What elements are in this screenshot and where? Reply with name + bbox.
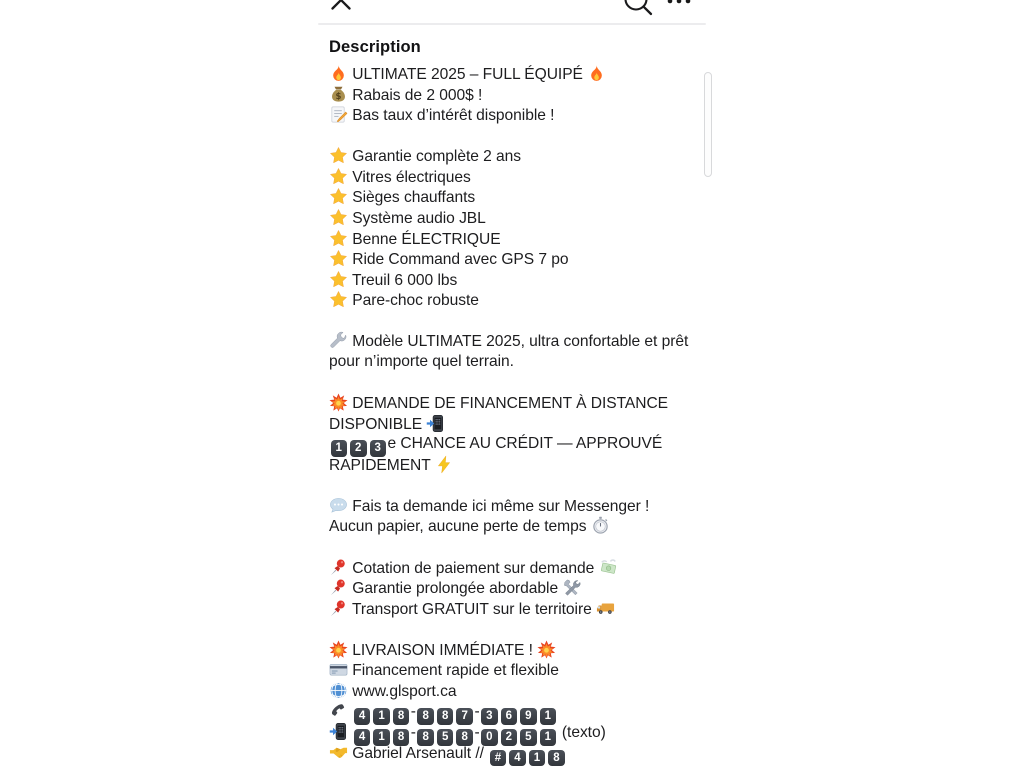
star-icon bbox=[329, 208, 348, 227]
text-segment bbox=[348, 703, 352, 720]
description-line bbox=[329, 393, 701, 414]
description-line bbox=[329, 64, 701, 85]
more-options-icon[interactable] bbox=[666, 0, 692, 5]
description-line bbox=[329, 105, 701, 126]
keycap-4-icon: 4 bbox=[509, 750, 526, 767]
text-segment: ULTIMATE 2025 – FULL ÉQUIPÉ bbox=[348, 66, 588, 83]
keycap-4-icon: 4 bbox=[354, 708, 371, 725]
credit-card-icon bbox=[329, 660, 348, 679]
star-icon bbox=[329, 229, 348, 248]
description-line bbox=[329, 311, 701, 332]
keycap-3-icon: 3 bbox=[370, 440, 387, 457]
collision-icon bbox=[329, 640, 348, 659]
keycap-8-icon: 8 bbox=[393, 708, 410, 725]
listing-description-screen bbox=[318, 0, 707, 768]
description-line bbox=[329, 290, 701, 311]
keycap-9-icon: 9 bbox=[520, 708, 537, 725]
text-segment: Financement rapide et flexible bbox=[348, 662, 559, 680]
text-segment: LIVRAISON IMMÉDIATE ! bbox=[348, 641, 538, 659]
keycap-8-icon: 8 bbox=[393, 729, 410, 746]
text-segment: Gabriel Arsenault // bbox=[348, 744, 489, 762]
keycap-1-icon: 1 bbox=[540, 708, 557, 725]
star-icon bbox=[329, 167, 348, 186]
text-segment bbox=[348, 724, 352, 741]
text-segment: Benne ÉLECTRIQUE bbox=[348, 230, 501, 248]
fire-icon bbox=[587, 64, 606, 83]
stopwatch-icon bbox=[591, 516, 610, 535]
text-segment: Vitres électriques bbox=[348, 168, 471, 186]
description-line bbox=[329, 516, 701, 537]
star-icon bbox=[329, 146, 348, 165]
keycap-8-icon: 8 bbox=[417, 708, 434, 725]
text-segment: - bbox=[410, 703, 416, 721]
keycap-7-icon: 7 bbox=[456, 708, 473, 725]
description-line bbox=[329, 126, 701, 147]
fire-icon bbox=[329, 64, 348, 83]
description-text bbox=[329, 64, 701, 763]
scrollbar-thumb[interactable] bbox=[704, 72, 712, 177]
speech-balloon-icon bbox=[329, 496, 348, 515]
text-segment: Garantie prolongée abordable bbox=[348, 580, 563, 598]
mobile-phone-arrow-icon bbox=[329, 722, 348, 741]
description-line bbox=[329, 537, 701, 558]
pushpin-icon bbox=[329, 578, 348, 597]
text-segment: Pare-choc robuste bbox=[348, 292, 479, 310]
description-line bbox=[329, 229, 701, 250]
text-segment: Système audio JBL bbox=[348, 209, 486, 227]
wrench-icon bbox=[329, 331, 348, 350]
description-line bbox=[329, 352, 701, 373]
text-segment: - bbox=[474, 724, 480, 741]
text-segment: (texto) bbox=[557, 724, 606, 741]
description-line bbox=[329, 722, 701, 743]
delivery-truck-icon bbox=[596, 599, 615, 618]
keycap-1-icon: 1 bbox=[373, 729, 390, 746]
description-line bbox=[329, 414, 701, 435]
text-segment: Ride Command avec GPS 7 po bbox=[348, 251, 569, 269]
mobile-phone-arrow-icon bbox=[426, 414, 445, 433]
description-line bbox=[329, 455, 701, 476]
lightning-bolt-icon bbox=[435, 455, 454, 474]
money-with-wings-icon bbox=[599, 558, 618, 577]
memo-pencil-icon bbox=[329, 105, 348, 124]
description-line bbox=[329, 681, 701, 702]
close-icon[interactable] bbox=[330, 0, 352, 11]
description-line bbox=[329, 475, 701, 496]
description-line bbox=[329, 743, 701, 764]
description-line bbox=[329, 208, 701, 229]
keycap-0-icon: 0 bbox=[481, 729, 498, 746]
top-divider bbox=[318, 23, 706, 25]
text-segment: Aucun papier, aucune perte de temps bbox=[329, 518, 591, 536]
description-line bbox=[329, 434, 701, 455]
star-icon bbox=[329, 290, 348, 309]
keycap-#-icon: # bbox=[490, 750, 507, 767]
keycap-1-icon: 1 bbox=[529, 750, 546, 767]
description-line bbox=[329, 85, 701, 106]
keycap-3-icon: 3 bbox=[481, 708, 498, 725]
text-segment: DISPONIBLE bbox=[329, 415, 427, 433]
keycap-2-icon: 2 bbox=[501, 729, 518, 746]
text-segment: pour n’importe quel terrain. bbox=[329, 352, 514, 370]
keycap-8-icon: 8 bbox=[437, 708, 454, 725]
text-segment: Rabais de 2 000$ ! bbox=[348, 86, 483, 104]
description-line bbox=[329, 619, 701, 640]
text-segment: DEMANDE DE FINANCEMENT À DISTANCE bbox=[348, 395, 669, 412]
text-segment: Modèle ULTIMATE 2025, ultra confortable et prêt bbox=[348, 333, 689, 351]
telephone-receiver-icon bbox=[329, 701, 348, 720]
text-segment: Cotation de paiement sur demande bbox=[348, 559, 599, 577]
collision-icon bbox=[537, 640, 556, 659]
description-line bbox=[329, 496, 701, 517]
text-segment: Transport GRATUIT sur le territoire bbox=[348, 600, 596, 618]
text-segment: - bbox=[474, 703, 480, 721]
text-segment: Bas taux d’intérêt disponible ! bbox=[348, 107, 555, 125]
keycap-8-icon: 8 bbox=[417, 729, 434, 746]
keycap-2-icon: 2 bbox=[350, 440, 367, 457]
text-segment: Treuil 6 000 lbs bbox=[348, 271, 458, 289]
description-line bbox=[329, 146, 701, 167]
description-line bbox=[329, 331, 701, 352]
page-title: Description bbox=[329, 38, 421, 56]
keycap-5-icon: 5 bbox=[437, 729, 454, 746]
collision-icon bbox=[329, 393, 348, 412]
keycap-8-icon: 8 bbox=[548, 750, 565, 767]
description-line bbox=[329, 599, 701, 620]
star-icon bbox=[329, 187, 348, 206]
description-line bbox=[329, 558, 701, 579]
text-segment: Fais ta demande ici même sur Messenger ! bbox=[348, 497, 650, 515]
text-segment: - bbox=[410, 724, 416, 741]
description-line bbox=[329, 701, 701, 722]
money-bag-icon bbox=[329, 85, 348, 104]
star-icon bbox=[329, 270, 348, 289]
description-line bbox=[329, 249, 701, 270]
description-line bbox=[329, 640, 701, 661]
pushpin-icon bbox=[329, 558, 348, 577]
keycap-6-icon: 6 bbox=[501, 708, 518, 725]
text-segment: Garantie complète 2 ans bbox=[348, 148, 522, 166]
description-line bbox=[329, 372, 701, 393]
keycap-5-icon: 5 bbox=[520, 729, 537, 746]
text-segment: e CHANCE AU CRÉDIT — APPROUVÉ bbox=[387, 435, 663, 453]
hammer-wrench-icon bbox=[562, 578, 581, 597]
description-line bbox=[329, 187, 701, 208]
keycap-1-icon: 1 bbox=[331, 440, 348, 457]
keycap-4-icon: 4 bbox=[354, 729, 371, 746]
handshake-icon bbox=[329, 743, 348, 762]
description-line bbox=[329, 167, 701, 188]
keycap-1-icon: 1 bbox=[373, 708, 390, 725]
description-line bbox=[329, 578, 701, 599]
description-line bbox=[329, 660, 701, 681]
text-segment: RAPIDEMENT bbox=[329, 456, 435, 474]
star-icon bbox=[329, 249, 348, 268]
keycap-8-icon: 8 bbox=[456, 729, 473, 746]
pushpin-icon bbox=[329, 599, 348, 618]
text-segment: Sièges chauffants bbox=[348, 189, 476, 207]
description-line bbox=[329, 270, 701, 291]
svg-text:$: $ bbox=[335, 91, 342, 102]
search-icon[interactable] bbox=[624, 0, 654, 16]
globe-icon bbox=[329, 681, 348, 700]
text-segment: www.glsport.ca bbox=[348, 682, 457, 700]
keycap-1-icon: 1 bbox=[540, 729, 557, 746]
